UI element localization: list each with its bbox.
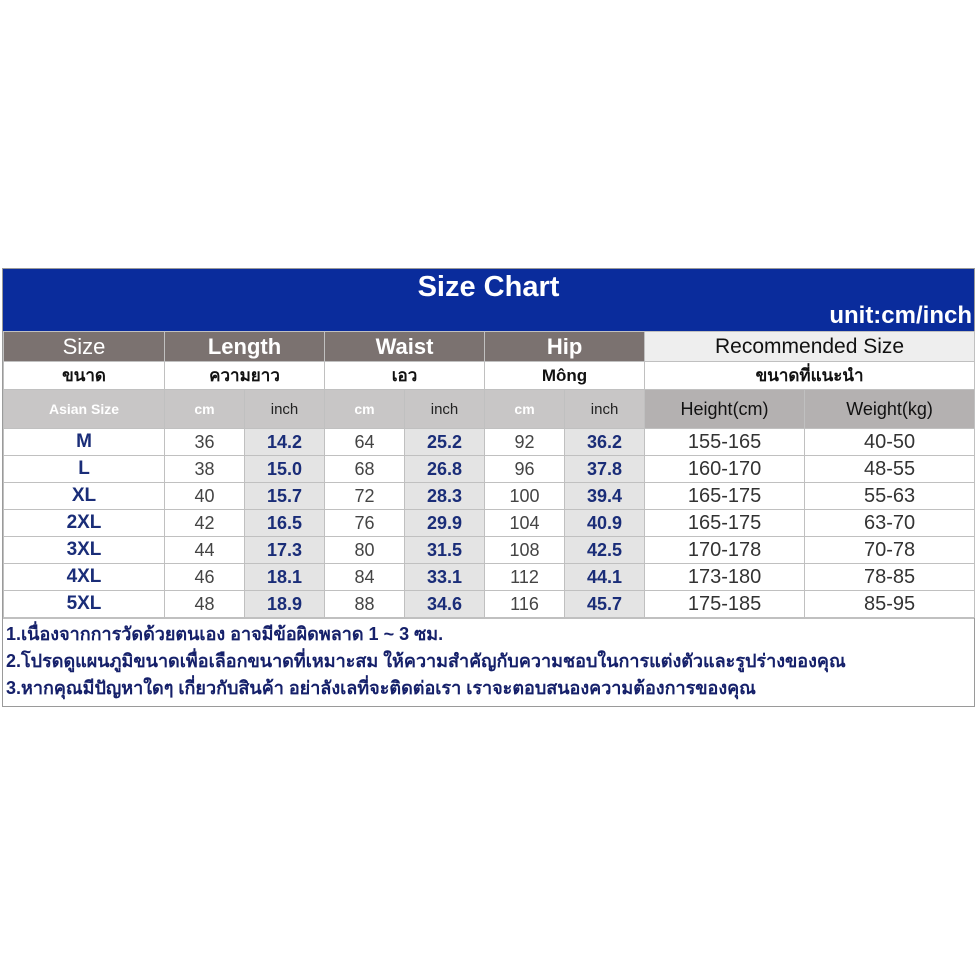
cell-height: 165-175 <box>645 510 805 537</box>
thai-waist: เอว <box>325 362 485 390</box>
cell-length-inch: 18.1 <box>245 564 325 591</box>
notes <box>3 618 974 706</box>
chart-banner <box>3 269 974 331</box>
cell-hip-inch: 40.9 <box>565 510 645 537</box>
thai-size: ขนาด <box>4 362 165 390</box>
note-2: 2.โปรดดูแผนภูมิขนาดเพื่อเลือกขนาดที่เหมาะสม ให้ความสำคัญกับความชอบในการแต่งตัวและรูปร่างของคุณ <box>6 651 846 671</box>
cell-height: 165-175 <box>645 483 805 510</box>
cell-waist-cm: 76 <box>325 510 405 537</box>
thai-hip: Mông <box>485 362 645 390</box>
cell-weight: 55-63 <box>805 483 975 510</box>
cell-height: 160-170 <box>645 456 805 483</box>
cell-length-cm: 42 <box>165 510 245 537</box>
cell-size: 3XL <box>4 537 165 564</box>
cell-waist-inch: 26.8 <box>405 456 485 483</box>
cell-hip-inch: 44.1 <box>565 564 645 591</box>
header-waist: Waist <box>325 332 485 362</box>
cell-waist-cm: 68 <box>325 456 405 483</box>
cell-hip-inch: 36.2 <box>565 429 645 456</box>
unit-header-row <box>4 390 975 429</box>
cell-height: 173-180 <box>645 564 805 591</box>
header-recommended: Recommended Size <box>645 332 975 362</box>
size-chart <box>2 268 975 707</box>
hip-inch-label: inch <box>565 390 645 429</box>
cell-length-cm: 40 <box>165 483 245 510</box>
cell-height: 155-165 <box>645 429 805 456</box>
cell-hip-cm: 92 <box>485 429 565 456</box>
chart-title: Size Chart <box>417 271 560 303</box>
cell-length-cm: 48 <box>165 591 245 618</box>
cell-length-inch: 16.5 <box>245 510 325 537</box>
header-size: Size <box>4 332 165 362</box>
cell-weight: 48-55 <box>805 456 975 483</box>
cell-size: XL <box>4 483 165 510</box>
table-row <box>4 564 975 591</box>
cell-height: 175-185 <box>645 591 805 618</box>
table-row <box>4 591 975 618</box>
waist-cm-label: cm <box>325 390 405 429</box>
cell-weight: 40-50 <box>805 429 975 456</box>
cell-hip-cm: 112 <box>485 564 565 591</box>
cell-size: 4XL <box>4 564 165 591</box>
hip-cm-label: cm <box>485 390 565 429</box>
cell-size: L <box>4 456 165 483</box>
cell-waist-inch: 25.2 <box>405 429 485 456</box>
cell-hip-cm: 96 <box>485 456 565 483</box>
cell-waist-inch: 28.3 <box>405 483 485 510</box>
cell-hip-cm: 116 <box>485 591 565 618</box>
table-row <box>4 483 975 510</box>
cell-waist-cm: 72 <box>325 483 405 510</box>
cell-waist-inch: 33.1 <box>405 564 485 591</box>
cell-length-inch: 14.2 <box>245 429 325 456</box>
cell-weight: 63-70 <box>805 510 975 537</box>
cell-length-cm: 44 <box>165 537 245 564</box>
weight-label: Weight(kg) <box>805 390 975 429</box>
unit-label: unit:cm/inch <box>829 302 972 329</box>
note-3: 3.หากคุณมีปัญหาใดๆ เกี่ยวกับสินค้า อย่าลังเลที่จะติดต่อเรา เราจะตอบสนองความต้องการของคุณ <box>6 678 756 698</box>
cell-waist-cm: 80 <box>325 537 405 564</box>
cell-size: M <box>4 429 165 456</box>
cell-length-inch: 17.3 <box>245 537 325 564</box>
cell-hip-inch: 37.8 <box>565 456 645 483</box>
table-row <box>4 510 975 537</box>
thai-length: ความยาว <box>165 362 325 390</box>
cell-waist-inch: 34.6 <box>405 591 485 618</box>
header-hip: Hip <box>485 332 645 362</box>
height-label: Height(cm) <box>645 390 805 429</box>
cell-hip-inch: 42.5 <box>565 537 645 564</box>
cell-height: 170-178 <box>645 537 805 564</box>
thai-header-row <box>4 362 975 390</box>
cell-weight: 70-78 <box>805 537 975 564</box>
length-cm-label: cm <box>165 390 245 429</box>
cell-length-inch: 15.7 <box>245 483 325 510</box>
cell-weight: 85-95 <box>805 591 975 618</box>
thai-recommended: ขนาดที่แนะนำ <box>645 362 975 390</box>
cell-hip-inch: 45.7 <box>565 591 645 618</box>
cell-waist-cm: 84 <box>325 564 405 591</box>
cell-weight: 78-85 <box>805 564 975 591</box>
cell-hip-cm: 100 <box>485 483 565 510</box>
header-row <box>4 332 975 362</box>
table-row <box>4 456 975 483</box>
size-table <box>3 331 975 618</box>
table-row <box>4 429 975 456</box>
cell-hip-inch: 39.4 <box>565 483 645 510</box>
cell-hip-cm: 104 <box>485 510 565 537</box>
cell-hip-cm: 108 <box>485 537 565 564</box>
cell-waist-cm: 64 <box>325 429 405 456</box>
length-inch-label: inch <box>245 390 325 429</box>
table-row <box>4 537 975 564</box>
header-length: Length <box>165 332 325 362</box>
cell-waist-inch: 31.5 <box>405 537 485 564</box>
cell-size: 2XL <box>4 510 165 537</box>
cell-length-inch: 18.9 <box>245 591 325 618</box>
waist-inch-label: inch <box>405 390 485 429</box>
cell-waist-inch: 29.9 <box>405 510 485 537</box>
cell-length-inch: 15.0 <box>245 456 325 483</box>
cell-length-cm: 38 <box>165 456 245 483</box>
cell-length-cm: 46 <box>165 564 245 591</box>
note-1: 1.เนื่องจากการวัดด้วยตนเอง อาจมีข้อผิดพลาด 1 ~ 3 ซม. <box>6 624 444 644</box>
cell-size: 5XL <box>4 591 165 618</box>
cell-waist-cm: 88 <box>325 591 405 618</box>
cell-length-cm: 36 <box>165 429 245 456</box>
asian-size-label: Asian Size <box>4 390 165 429</box>
